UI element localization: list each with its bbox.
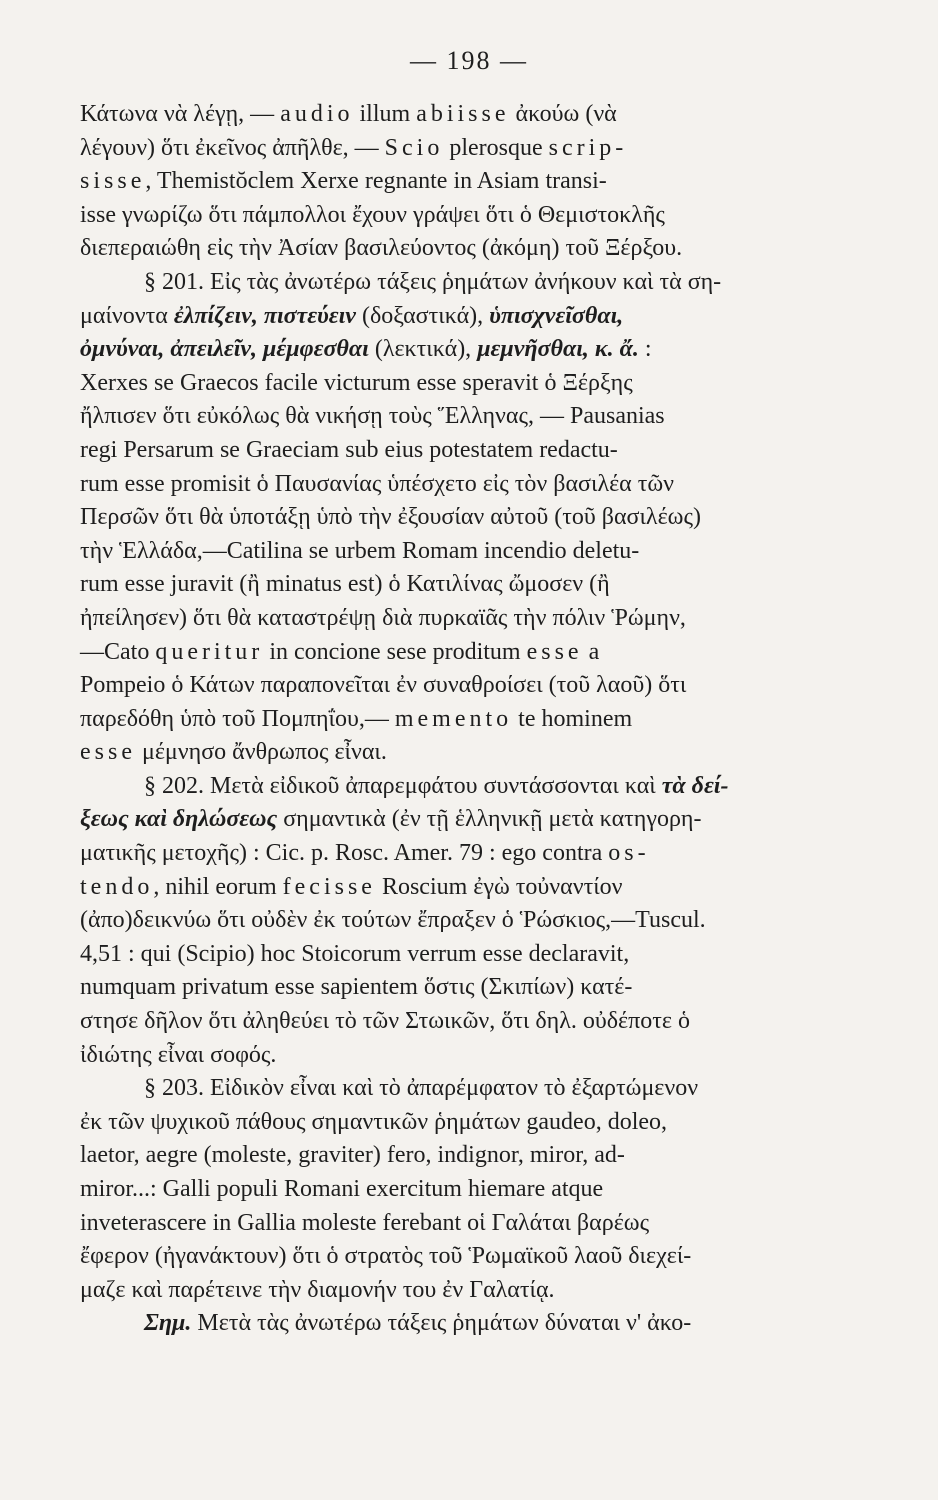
text-segment: στησε δῆλον ὅτι ἀληθεύει τὸ τῶν Στωικῶν, ὅτι δηλ. οὐδέποτε ὁ <box>80 1008 690 1035</box>
text-segment: Xerxes se Graecos facile victurum esse speravit ὁ Ξέρξης <box>80 369 633 396</box>
text-segment: os- <box>608 840 650 867</box>
text-line <box>80 1005 904 1039</box>
text-segment: 4,51 : qui (Scipio) hoc Stoicorum verrum esse declaravit, <box>80 940 630 967</box>
text-segment: μαίνοντα <box>80 302 174 329</box>
text-segment: σημαντικὰ (ἐν τῇ ἑλληνικῇ μετὰ κατηγορη- <box>277 806 702 833</box>
text-segment: , Themistŏclem Xerxe regnante in Asiam transi- <box>145 168 607 195</box>
text-segment: a <box>582 638 600 665</box>
text-line <box>80 1173 904 1207</box>
text-segment: memento <box>394 705 513 732</box>
text-segment: illum <box>353 101 417 127</box>
text-line <box>80 165 904 199</box>
text-line <box>80 333 904 367</box>
text-line <box>80 98 904 132</box>
text-segment: ἠπείλησεν) ὅτι θὰ καταστρέψῃ διὰ πυρκαϊᾶς τὴν πόλιν Ῥώμην, <box>80 604 686 631</box>
text-segment: esse <box>80 739 136 766</box>
text-line <box>80 232 904 266</box>
text-segment: (δοξαστικά), <box>355 302 490 329</box>
text-segment: μέμνησο ἄνθρωπος εἶναι. <box>135 739 387 766</box>
text-segment: ὑπισχνεῖσθαι, <box>489 302 624 329</box>
text-line <box>80 266 904 300</box>
text-line <box>80 703 904 737</box>
text-segment: μαζε καὶ παρέτεινε τὴν διαμονήν του ἐν Γαλατίᾳ. <box>80 1276 555 1303</box>
text-segment: (λεκτικά), <box>368 336 478 363</box>
text-segment: esse <box>526 638 583 665</box>
text-segment: ἤλπισεν ὅτι εὐκόλως θὰ νικήσῃ τοὺς Ἕλληνας, — Pausanias <box>80 403 665 430</box>
text-line <box>80 501 904 535</box>
text-segment: fecisse <box>282 873 376 900</box>
text-line <box>80 602 904 636</box>
text-segment: miror...: Galli populi Romani exercitum hiemare atque <box>80 1176 604 1202</box>
text-line <box>80 770 904 804</box>
text-segment: ὀμνύναι, ἀπειλεῖν, μέμφεσθαι <box>80 336 369 363</box>
text-segment: audio <box>280 101 354 127</box>
text-segment: § 203. Εἰδικὸν εἶναι καὶ τὸ ἀπαρέμφατον τὸ ἐξαρτώμενον <box>144 1075 699 1102</box>
text-line <box>80 636 904 670</box>
text-line <box>80 1207 904 1241</box>
text-segment: Pompeio ὁ Κάτων παραπονεῖται ἐν συναθροίσει (τοῦ λαοῦ) ὅτι <box>80 672 687 699</box>
text-segment: plerosque <box>443 134 549 161</box>
text-segment: rum esse promisit ὁ Παυσανίας ὑπέσχετο εἰς τὸν βασιλέα τῶν <box>80 470 675 497</box>
text-line <box>80 938 904 972</box>
text-segment: sisse <box>80 168 146 195</box>
text-segment: διεπεραιώθη εἰς τὴν Ἀσίαν βασιλεύοντος (ἀκόμη) τοῦ Ξέρξου. <box>80 235 683 262</box>
text-line <box>80 971 904 1005</box>
text-line <box>80 132 904 166</box>
text-segment: queritur <box>155 638 264 665</box>
text-segment: μεμνῆσθαι, κ. ἄ. <box>477 336 639 363</box>
text-segment: ἀκούω (νὰ <box>509 101 617 127</box>
text-segment: τὰ δεί- <box>661 772 729 799</box>
text-line <box>80 736 904 770</box>
text-segment: in concione sese proditum <box>263 638 527 665</box>
text-line <box>80 535 904 569</box>
text-line <box>80 434 904 468</box>
text-line <box>80 1307 904 1341</box>
text-line <box>80 468 904 502</box>
text-segment: tendo <box>80 873 154 900</box>
text-line <box>80 1240 904 1274</box>
text-line <box>80 803 904 837</box>
text-segment: ἰδιώτης εἶναι σοφός. <box>80 1041 277 1068</box>
text-segment: : <box>638 336 652 363</box>
text-line <box>80 568 904 602</box>
text-segment: Σημ. <box>144 1310 192 1337</box>
text-segment: isse γνωρίζω ὅτι πάμπολλοι ἔχουν γράψει ὅτι ὁ Θεμιστοκλῆς <box>80 201 665 228</box>
text-segment: Roscium ἐγὼ τοὐναντίον <box>375 873 623 900</box>
text-line <box>80 871 904 905</box>
text-line <box>80 1274 904 1308</box>
text-line <box>80 904 904 938</box>
text-segment: inveterascere in Gallia moleste ferebant οἱ Γαλάται βαρέως <box>80 1209 650 1236</box>
text-line <box>80 1072 904 1106</box>
text-segment: , nihil eorum <box>153 873 283 900</box>
text-segment: laetor, aegre (moleste, graviter) fero, indignor, miror, ad- <box>80 1142 625 1169</box>
text-line <box>80 300 904 334</box>
text-segment: λέγουν) ὅτι ἐκεῖνος ἀπῆλθε, — <box>80 134 385 161</box>
text-segment: Μετὰ τὰς ἀνωτέρω τάξεις ῥημάτων δύναται ν' ἀκο- <box>191 1310 692 1337</box>
body-text <box>80 98 904 1341</box>
text-line <box>80 669 904 703</box>
text-segment: numquam privatum esse sapientem ὅστις (Σκιπίων) κατέ- <box>80 974 633 1001</box>
text-segment: παρεδόθη ὑπὸ τοῦ Πομπηΐου,— <box>80 705 395 732</box>
text-line <box>80 400 904 434</box>
text-line <box>80 1106 904 1140</box>
text-line <box>80 199 904 233</box>
text-line <box>80 1039 904 1073</box>
text-segment: (ἀπο)δεικνύω ὅτι οὐδὲν ἐκ τούτων ἔπραξεν ὁ Ῥώσκιος,—Tuscul. <box>80 907 706 934</box>
text-segment: ἐκ τῶν ψυχικοῦ πάθους σημαντικῶν ῥημάτων gaudeo, doleo, <box>80 1108 668 1135</box>
text-segment: § 201. Εἰς τὰς ἀνωτέρω τάξεις ῥημάτων ἀνήκουν καὶ τὰ ση- <box>144 268 722 295</box>
text-line <box>80 367 904 401</box>
text-segment: § 202. Μετὰ εἰδικοῦ ἀπαρεμφάτου συντάσσονται καὶ <box>144 772 662 799</box>
text-segment: Scio <box>384 134 444 161</box>
text-segment: ματικῆς μετοχῆς) : Cic. p. Rosc. Amer. 79 : ego contra <box>80 840 609 867</box>
text-segment: Κάτωνα νὰ λέγῃ, — <box>80 101 281 127</box>
text-segment: ἔφερον (ἠγανάκτουν) ὅτι ὁ στρατὸς τοῦ Ῥωμαϊκοῦ λαοῦ διεχεί- <box>80 1243 692 1270</box>
page-number: — 198 — <box>410 46 528 75</box>
text-line <box>80 837 904 871</box>
text-segment: Περσῶν ὅτι θὰ ὑποτάξῃ ὑπὸ τὴν ἐξουσίαν αὐτοῦ (τοῦ βασιλέως) <box>80 504 701 531</box>
text-segment: τὴν Ἑλλάδα,—Catilina se urbem Romam incendio deletu- <box>80 537 640 564</box>
text-segment: —Cato <box>80 638 156 665</box>
text-segment: ξεως καὶ δηλώσεως <box>80 806 278 833</box>
text-line <box>80 1139 904 1173</box>
text-segment: te hominem <box>512 705 633 732</box>
text-segment: regi Persarum se Graeciam sub eius potestatem redactu- <box>80 436 618 463</box>
text-segment: scrip- <box>548 134 628 161</box>
text-segment: abiisse <box>416 101 510 127</box>
text-segment: rum esse juravit (ἢ minatus est) ὁ Κατιλίνας ὤμοσεν (ἢ <box>80 571 610 598</box>
text-segment: ἐλπίζειν, πιστεύειν <box>173 302 356 329</box>
